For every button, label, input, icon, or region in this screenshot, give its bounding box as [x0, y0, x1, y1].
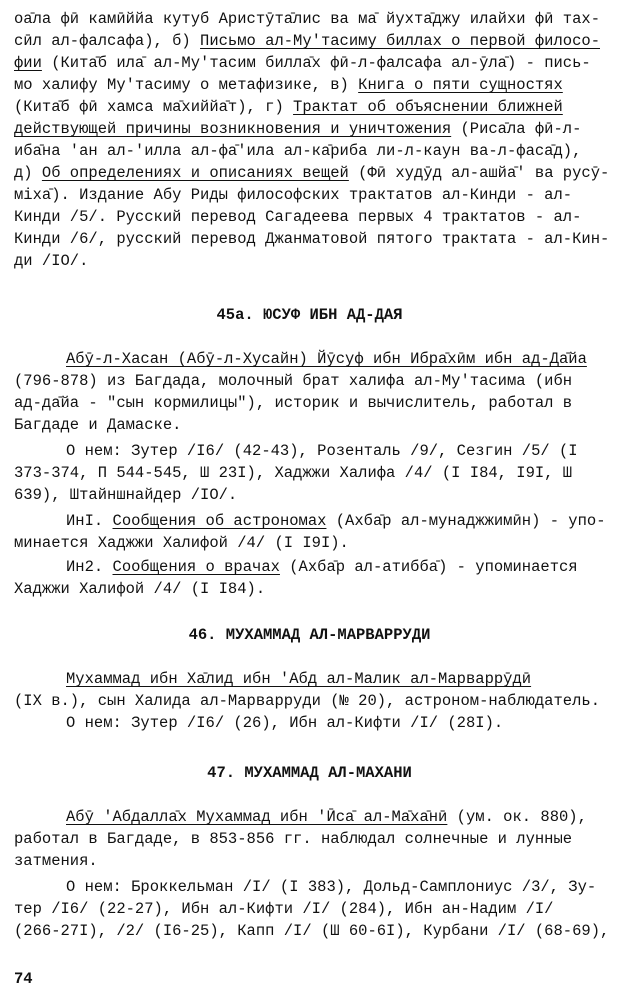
text-line: (Кита̄б фӣ хамса ма̄хиййа̄т), г) Трактат об объяснении ближней — [14, 98, 563, 116]
text-line: действующей причины возникновения и уничтожения (Риса̄ла фӣ-л- — [14, 120, 582, 138]
text-line: ИнI. Сообщения об астрономах (Ахба̄р ал-мунаджжимӣн) - упо- — [66, 512, 606, 530]
text-line: Багдаде и Дамаске. — [14, 416, 182, 434]
text-line: ад-да̄йа - "сын кормилицы"), историк и вычислитель, работал в — [14, 394, 573, 412]
text-line: работал в Багдаде, в 853-856 гг. наблюдал солнечные и лунные — [14, 830, 573, 848]
text-line: д) Об определениях и описаниях вещей (Фӣ худӯд ал-ашйа̄' ва русӯ- — [14, 164, 610, 182]
text-line: Кинди /5/. Русский перевод Сагадеева первых 4 трактатов - ал- — [14, 208, 582, 226]
section-heading-45a: 45а. ЮСУФ ИБН АД-ДАЯ — [216, 306, 403, 324]
section-heading-46: 46. МУХАММАД АЛ-МАРВАРРУДИ — [188, 626, 431, 644]
text-line: Кинди /6/, русский перевод Джанматовой пятого трактата - ал-Кин- — [14, 230, 610, 248]
text-line: Хаджжи Халифой /4/ (I I84). — [14, 580, 266, 598]
text-line: мiха̄). Издание Абу Риды философских трактатов ал-Кинди - ал- — [14, 186, 573, 204]
text-line: затмения. — [14, 852, 98, 870]
text-line: иба̄на 'ан ал-'илла ал-фа̄'ила ал-ка̄риба ли-л-каун ва-л-фаса̄д), — [14, 142, 582, 160]
text-line: фии (Кита̄б ила̄ ал-Му'тасим билла̄х фӣ-л-фалсафа ал-ӯла̄) - пись- — [14, 54, 591, 72]
text-line: мо халифу Му'тасиму о метафизике, в) Книга о пяти сущностях — [14, 76, 563, 94]
text-line: тер /I6/ (22-27), Ибн ал-Кифти /I/ (284), Ибн ан-Надим /I/ — [14, 900, 554, 918]
text-line: О нем: Броккельман /I/ (I 383), Дольд-Самплониус /3/, Зу- — [66, 878, 597, 896]
text-line: сӣл ал-фалсафа), б) Письмо ал-Му'тасиму биллах о первой филосо- — [14, 32, 600, 50]
text-line: (796-878) из Багдада, молочный брат халифа ал-Му'тасима (ибн — [14, 372, 573, 390]
text-line: 373-374, П 544-545, Ш 23I), Хаджжи Халифа /4/ (I I84, I9I, Ш — [14, 464, 573, 482]
text-line: О нем: Зутер /I6/ (26), Ибн ал-Кифти /I/ (28I). — [66, 714, 504, 732]
text-line: оа̄ла фӣ камӣййа кутуб Аристӯта̄лис ва ма̄ йухта̄джу илайхи фӣ тах- — [14, 10, 600, 28]
text-line: Ин2. Сообщения о врачах (Ахба̄р ал-атибба̄) - упоминается — [66, 558, 578, 576]
text-line: (IX в.), сын Халида ал-Марварруди (№ 20), астроном-наблюдатель. — [14, 692, 600, 710]
text-line: минается Хаджжи Халифой /4/ (I I9I). — [14, 534, 349, 552]
page-number: 74 — [14, 970, 33, 988]
text-line: Мухаммад ибн Ха̄лид ибн 'Абд ал-Малик ал-Марваррӯдӣ — [66, 670, 532, 688]
text-line: Абӯ 'Абдалла̄х Мухаммад ибн 'Ӣса̄ ал-Ма̄ха̄нӣ (ум. ок. 880), — [66, 808, 587, 826]
text-line: О нем: Зутер /I6/ (42-43), Розенталь /9/, Сезгин /5/ (I — [66, 442, 578, 460]
text-line: Абӯ-л-Хасан (Абӯ-л-Хусайн) Йӯсуф ибн Ибра̄хӣм ибн ад-Да̄йа — [66, 350, 587, 368]
text-line: (266-27I), /2/ (I6-25), Капп /I/ (Ш 60-6I), Курбани /I/ (68-69), — [14, 922, 610, 940]
text-line: ди /IO/. — [14, 252, 89, 270]
section-heading-47: 47. МУХАММАД АЛ-МАХАНИ — [207, 764, 412, 782]
text-line: 639), Штайншнайдер /IO/. — [14, 486, 238, 504]
